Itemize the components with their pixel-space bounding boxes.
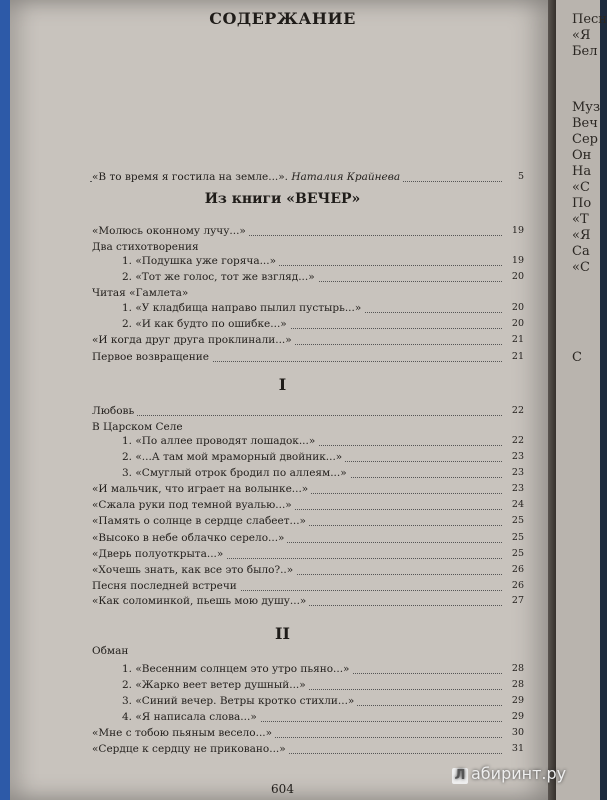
facing-page-text: По bbox=[572, 196, 592, 211]
watermark-logo bbox=[452, 764, 566, 784]
facing-page-text: Веч bbox=[572, 116, 598, 131]
toc-entry-title: 3. «Синий вечер. Ветры кротко стихли...» bbox=[122, 695, 357, 707]
toc-entry-title: 1. «Весенним солнцем это утро пьяно...» bbox=[122, 663, 352, 675]
toc-entry-title: «Мне с тобою пьяным весело...» bbox=[92, 727, 275, 739]
facing-page-text: На bbox=[572, 164, 592, 179]
page-title: СОДЕРЖАНИЕ bbox=[209, 9, 356, 28]
toc-entry-page: 23 bbox=[511, 467, 524, 478]
toc-entry-title: «Высоко в небе облачко серело...» bbox=[92, 532, 287, 544]
toc-entry-page: 23 bbox=[511, 483, 524, 494]
toc-entry-title: 3. «Смуглый отрок бродил по аллеям...» bbox=[122, 467, 350, 479]
page-number: 604 bbox=[271, 782, 294, 796]
toc-entry bbox=[10, 318, 530, 334]
section-heading-vecher: Из книги «ВЕЧЕР» bbox=[204, 191, 361, 207]
toc-entry bbox=[10, 405, 530, 421]
toc-entry-title: «Память о солнце в сердце слабеет...» bbox=[92, 515, 309, 527]
facing-page-text: «Я bbox=[572, 28, 591, 43]
toc-entry bbox=[10, 435, 530, 451]
facing-page-text: «Я bbox=[572, 228, 591, 243]
toc-entry-title: «Хочешь знать, как все это было?..» bbox=[92, 564, 296, 576]
toc-entry-page: 21 bbox=[511, 334, 524, 345]
toc-entry-page: 21 bbox=[511, 351, 524, 362]
toc-entry-title: 2. «...А там мой мраморный двойник...» bbox=[122, 451, 345, 463]
toc-entry-title: 2. «Тот же голос, тот же взгляд...» bbox=[122, 271, 318, 283]
facing-page-text: Муз bbox=[572, 100, 601, 115]
toc-entry bbox=[10, 595, 530, 611]
toc-entry-page: 30 bbox=[511, 727, 524, 738]
toc-entry-title: Песня последней встречи bbox=[92, 580, 240, 592]
toc-entry bbox=[10, 645, 530, 661]
toc-entry bbox=[10, 499, 530, 515]
toc-entry-page: 23 bbox=[511, 451, 524, 462]
facing-page-text: Он bbox=[572, 148, 592, 163]
toc-entry bbox=[10, 743, 530, 759]
toc-entry-title: «Сердце к сердцу не приковано...» bbox=[92, 743, 289, 755]
facing-page-edge bbox=[556, 0, 607, 800]
toc-entry bbox=[10, 711, 530, 727]
toc-entry-page: 29 bbox=[511, 695, 524, 706]
toc-entry-title: «И когда друг друга проклинали...» bbox=[92, 334, 295, 346]
toc-entry bbox=[10, 451, 530, 467]
toc-entry-title: 4. «Я написала слова...» bbox=[122, 711, 260, 723]
toc-entry-page: 22 bbox=[511, 405, 524, 416]
facing-page-text: «С bbox=[572, 180, 590, 195]
toc-entry-title: Любовь bbox=[92, 405, 137, 417]
toc-entry-title: 2. «Жарко веет ветер душный...» bbox=[122, 679, 309, 691]
toc-entry-page: 25 bbox=[511, 515, 524, 526]
facing-page-text: Песн bbox=[572, 12, 607, 27]
toc-entry-page: 20 bbox=[511, 271, 524, 282]
facing-page-text: «С bbox=[572, 260, 590, 275]
toc-entry-intro bbox=[10, 171, 530, 187]
section-heading-1: I bbox=[278, 375, 287, 394]
toc-entry bbox=[10, 727, 530, 743]
toc-entry-page: 26 bbox=[511, 564, 524, 575]
book-page bbox=[10, 0, 555, 800]
intro-title: «В то время я гостила на земле...». bbox=[92, 171, 289, 183]
labirint-logo-icon: Л bbox=[452, 768, 468, 784]
toc-entry-title: Первое возвращение bbox=[92, 351, 212, 363]
toc-entry-page: 24 bbox=[511, 499, 524, 510]
toc-entry-title: «Дверь полуоткрыта...» bbox=[92, 548, 226, 560]
toc-entry-title: «Молюсь оконному лучу...» bbox=[92, 225, 249, 237]
intro-page: 5 bbox=[517, 171, 524, 182]
toc-entry bbox=[10, 663, 530, 679]
toc-entry-page: 26 bbox=[511, 580, 524, 591]
toc-entry-page: 19 bbox=[511, 225, 524, 236]
watermark-text: абиринт.ру bbox=[471, 764, 567, 783]
toc-entry bbox=[10, 515, 530, 531]
toc-entry-page: 31 bbox=[511, 743, 524, 754]
toc-entry-page: 29 bbox=[511, 711, 524, 722]
toc-entry bbox=[10, 287, 530, 303]
toc-entry bbox=[10, 564, 530, 580]
toc-entry-page: 25 bbox=[511, 548, 524, 559]
toc-entry-page: 27 bbox=[511, 595, 524, 606]
toc-entry bbox=[10, 580, 530, 596]
toc-entry-page: 19 bbox=[511, 255, 524, 266]
toc-entry-title: «Сжала руки под темной вуалью...» bbox=[92, 499, 295, 511]
toc-entry-title: 1. «У кладбища направо пылил пустырь...» bbox=[122, 302, 364, 314]
facing-page-text: «Т bbox=[572, 212, 589, 227]
toc-entry bbox=[10, 225, 530, 241]
toc-entry-title: Два стихотворения bbox=[92, 241, 202, 253]
leader-dots bbox=[96, 415, 502, 416]
toc-entry-title: Обман bbox=[92, 645, 131, 657]
toc-entry-title: 1. «По аллее проводят лошадок...» bbox=[122, 435, 318, 447]
toc-entry-title: 1. «Подушка уже горяча...» bbox=[122, 255, 279, 267]
toc-entry-page: 25 bbox=[511, 532, 524, 543]
toc-entry bbox=[10, 483, 530, 499]
facing-page-text: С bbox=[572, 350, 582, 365]
toc-entry-page: 20 bbox=[511, 302, 524, 313]
toc-entry-title: Читая «Гамлета» bbox=[92, 287, 191, 299]
facing-page-text: Са bbox=[572, 244, 590, 259]
toc-entry bbox=[10, 467, 530, 483]
toc-entry-title: В Царском Селе bbox=[92, 421, 186, 433]
toc-entry-page: 20 bbox=[511, 318, 524, 329]
toc-entry-page: 28 bbox=[511, 679, 524, 690]
toc-entry-page: 28 bbox=[511, 663, 524, 674]
toc-entry bbox=[10, 334, 530, 350]
toc-entry bbox=[10, 695, 530, 711]
facing-page-text: Бел bbox=[572, 44, 598, 59]
toc-entry bbox=[10, 532, 530, 548]
toc-entry bbox=[10, 302, 530, 318]
section-heading-2: II bbox=[275, 624, 290, 643]
toc-entry bbox=[10, 548, 530, 564]
toc-entry-title: «Как соломинкой, пьешь мою душу...» bbox=[92, 595, 309, 607]
intro-author: Наталия Крайнева bbox=[291, 171, 401, 183]
toc-entry bbox=[10, 271, 530, 287]
toc-entry bbox=[10, 351, 530, 367]
toc-entry bbox=[10, 679, 530, 695]
toc-entry bbox=[10, 255, 530, 271]
toc-entry-page: 22 bbox=[511, 435, 524, 446]
facing-page-text: Сер bbox=[572, 132, 598, 147]
toc-entry-title: «И мальчик, что играет на волынке...» bbox=[92, 483, 311, 495]
toc-entry-title: 2. «И как будто по ошибке...» bbox=[122, 318, 290, 330]
